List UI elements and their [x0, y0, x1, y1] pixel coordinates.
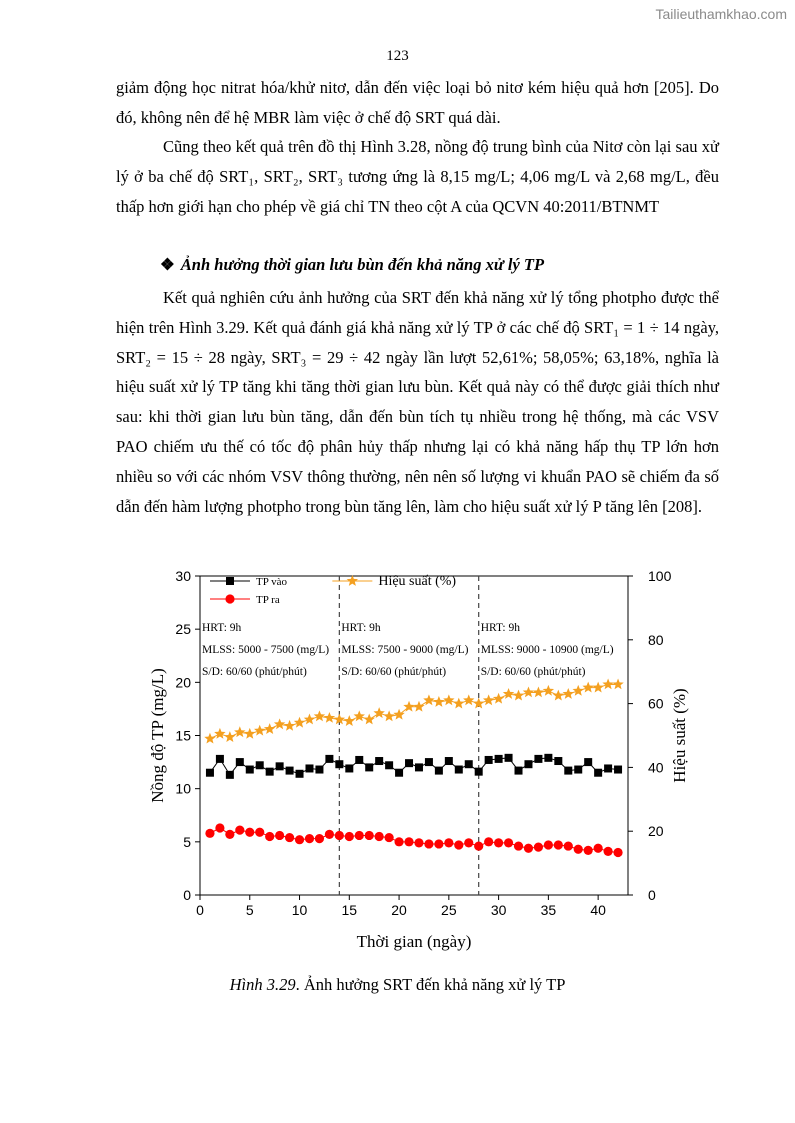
- series-2-point: [544, 840, 553, 849]
- series-1-point: [216, 755, 224, 763]
- series-1-point: [246, 766, 254, 774]
- figure-caption-text: . Ảnh hưởng SRT đến khả năng xử lý TP: [295, 975, 566, 994]
- watermark: Tailieuthamkhao.com: [655, 6, 787, 22]
- legend-marker: [226, 577, 234, 585]
- series-1-point: [355, 756, 363, 764]
- figure-caption-label: Hình 3.29: [229, 975, 296, 994]
- series-3-point: [602, 678, 613, 689]
- series-2-point: [414, 838, 423, 847]
- series-3-point: [393, 709, 404, 720]
- series-2-point: [265, 832, 274, 841]
- series-2-point: [215, 823, 224, 832]
- section-heading-text: Ảnh hưởng thời gian lưu bùn đến khả năng xử lý TP: [180, 255, 545, 274]
- y2-tick-label: 0: [648, 887, 656, 903]
- series-2-point: [255, 828, 264, 837]
- series-2-point: [375, 832, 384, 841]
- series-1-point: [415, 763, 423, 771]
- series-2-point: [594, 844, 603, 853]
- series-3-point: [582, 682, 593, 693]
- annotation-mlss: MLSS: 9000 - 10900 (mg/L): [480, 644, 614, 656]
- series-1-point: [325, 755, 333, 763]
- series-2-point: [295, 835, 304, 844]
- series-1-point: [534, 755, 542, 763]
- series-3-point: [254, 725, 265, 736]
- series-3-point: [573, 685, 584, 696]
- annotation-mlss: MLSS: 7500 - 9000 (mg/L): [341, 644, 469, 656]
- y2-axis-label: Hiệu suất (%): [670, 688, 689, 783]
- series-3-point: [453, 698, 464, 709]
- series-2-point: [205, 829, 214, 838]
- series-1-point: [296, 770, 304, 778]
- series-1-point: [305, 764, 313, 772]
- series-3-point: [612, 678, 623, 689]
- y-tick-label: 30: [175, 568, 191, 584]
- legend-label: TP ra: [256, 594, 280, 606]
- series-3-point: [433, 696, 444, 707]
- series-2-point: [225, 830, 234, 839]
- series-1-point: [375, 757, 383, 765]
- x-tick-label: 20: [391, 902, 407, 918]
- series-1-point: [345, 764, 353, 772]
- series-3-point: [294, 717, 305, 728]
- series-3-point: [224, 731, 235, 742]
- x-tick-label: 25: [441, 902, 457, 918]
- series-3-point: [264, 723, 275, 734]
- series-3-point: [383, 710, 394, 721]
- series-2-point: [315, 834, 324, 843]
- series-1-point: [226, 771, 234, 779]
- paragraph-2-text: Cũng theo kết quả trên đồ thị Hình 3.28, nồng độ trung bình của Nitơ còn lại sau xử lý ở ba chế độ SRT₁, SRT₂, SRT₃ tương ứng là 8,15 mg/L; 4,06 mg/L và 2,68 mg/L, đều thấp hơn giới hạn cho phép về giá chỉ TN theo cột A của QCVN 40:2011/BTNMT: [116, 137, 719, 216]
- x-tick-label: 0: [196, 902, 204, 918]
- x-tick-label: 40: [590, 902, 606, 918]
- series-2-point: [434, 839, 443, 848]
- series-2-point: [554, 840, 563, 849]
- annotation-hrt: HRT: 9h: [202, 622, 242, 634]
- y-tick-label: 15: [175, 727, 191, 744]
- series-2-point: [345, 832, 354, 841]
- series-2-point: [424, 839, 433, 848]
- series-1-point: [475, 768, 483, 776]
- y2-tick-label: 40: [648, 759, 664, 776]
- series-2-point: [385, 833, 394, 842]
- series-3-point: [443, 694, 454, 705]
- series-1-point: [365, 763, 373, 771]
- annotation-sd: S/D: 60/60 (phút/phút): [341, 666, 447, 678]
- x-tick-label: 5: [245, 902, 254, 918]
- series-2-point: [404, 837, 413, 846]
- series-1-point: [465, 760, 473, 768]
- y2-tick-label: 100: [648, 568, 672, 584]
- legend-marker: [347, 575, 358, 586]
- series-1-point: [435, 767, 443, 775]
- series-1-point: [266, 768, 274, 776]
- section-heading: [160, 255, 544, 275]
- y-tick-label: 5: [183, 833, 191, 850]
- series-3-point: [314, 710, 325, 721]
- series-1-point: [315, 766, 323, 774]
- annotation-hrt: HRT: 9h: [341, 622, 381, 634]
- series-3-point: [324, 712, 335, 723]
- series-1-point: [485, 756, 493, 764]
- series-2-point: [394, 837, 403, 846]
- series-3-point: [364, 714, 375, 725]
- series-1-point: [554, 757, 562, 765]
- figure-3-29-chart: [130, 560, 689, 960]
- series-3-point: [284, 720, 295, 731]
- series-3-point: [553, 690, 564, 701]
- series-3-point: [214, 728, 225, 739]
- series-2-point: [325, 830, 334, 839]
- series-3-point: [533, 686, 544, 697]
- x-tick-label: 35: [540, 902, 557, 918]
- series-1-point: [286, 767, 294, 775]
- series-3-point: [483, 694, 494, 705]
- series-2-point: [464, 838, 473, 847]
- series-1-point: [614, 766, 622, 774]
- series-2-point: [335, 831, 344, 840]
- series-1-point: [335, 760, 343, 768]
- paragraph-2: [116, 132, 719, 221]
- series-1-point: [544, 754, 552, 762]
- series-2-point: [285, 833, 294, 842]
- series-3-point: [244, 728, 255, 739]
- series-3-point: [463, 694, 474, 705]
- series-2-point: [494, 838, 503, 847]
- series-2-point: [454, 840, 463, 849]
- legend-label: TP vào: [256, 576, 288, 588]
- series-1-point: [276, 762, 284, 770]
- x-tick-label: 10: [291, 902, 308, 918]
- annotation-mlss: MLSS: 5000 - 7500 (mg/L): [202, 644, 330, 656]
- series-3-point: [413, 701, 424, 712]
- series-3-point: [503, 688, 514, 699]
- series-1-point: [584, 758, 592, 766]
- series-1-point: [236, 758, 244, 766]
- series-3-point: [344, 715, 355, 726]
- series-1-point: [594, 769, 602, 777]
- series-1-point: [445, 757, 453, 765]
- y-tick-label: 10: [175, 780, 191, 797]
- series-2-point: [484, 837, 493, 846]
- legend-marker: [225, 594, 234, 603]
- series-2-point: [534, 843, 543, 852]
- paragraph-1: [116, 73, 719, 133]
- series-2-point: [355, 831, 364, 840]
- series-2-point: [275, 831, 284, 840]
- series-1-point: [395, 769, 403, 777]
- series-2-point: [514, 841, 523, 850]
- annotation-sd: S/D: 60/60 (phút/phút): [202, 666, 307, 678]
- plot-frame: [200, 576, 628, 895]
- series-1-point: [385, 761, 393, 769]
- series-2-point: [474, 841, 483, 850]
- series-3-point: [493, 693, 504, 704]
- series-3-point: [234, 726, 245, 737]
- series-3-point: [354, 710, 365, 721]
- diamond-bullet-icon: ❖: [160, 255, 175, 274]
- series-1-point: [574, 766, 582, 774]
- paragraph-1-text: giảm động học nitrat hóa/khử nitơ, dẫn đến việc loại bỏ nitơ kém hiệu quả hơn [205]. Do đó, không nên để hệ MBR làm việc ở chế độ SRT quá dài.: [116, 78, 719, 127]
- figure-caption: [0, 975, 795, 995]
- series-3-point: [373, 707, 384, 718]
- paragraph-3: [116, 283, 719, 521]
- series-3-point: [592, 682, 603, 693]
- annotation-hrt: HRT: 9h: [480, 622, 521, 634]
- x-tick-label: 30: [490, 902, 507, 918]
- series-1-point: [505, 754, 513, 762]
- series-2-point: [613, 848, 622, 857]
- series-3-point: [543, 685, 554, 696]
- series-2-point: [235, 826, 244, 835]
- page-number: 123: [386, 48, 409, 64]
- series-1-point: [455, 766, 463, 774]
- series-3-point: [563, 688, 574, 699]
- series-1-point: [524, 760, 532, 768]
- y-tick-label: 20: [175, 674, 191, 691]
- series-3-point: [204, 733, 215, 744]
- series-2-point: [584, 846, 593, 855]
- series-2-point: [564, 841, 573, 850]
- x-axis-label: Thời gian (ngày): [356, 932, 472, 951]
- series-3-point: [523, 686, 534, 697]
- series-1-point: [206, 769, 214, 777]
- x-tick-label: 15: [341, 902, 358, 918]
- series-2-point: [365, 831, 374, 840]
- y2-tick-label: 80: [648, 631, 664, 648]
- series-3-point: [304, 714, 315, 725]
- series-1-point: [495, 755, 503, 763]
- series-1-point: [564, 767, 572, 775]
- paragraph-3-text: Kết quả nghiên cứu ảnh hưởng của SRT đến khả năng xử lý tổng photpho được thể hiện trên Hình 3.29. Kết quả đánh giá khả năng xử lý TP ở các chế độ SRT₁ = 1 ÷ 14 ngày, SRT₂ = 15 ÷ 28 ngày, SRT₃ = 29 ÷ 42 ngày lần lượt 52,61%; 58,05%; 63,18%, nghĩa là hiệu suất xử lý TP tăng khi tăng thời gian lưu bùn. Kết quả này có thể được giải thích như sau: khi thời gian lưu bùn tăng, dẫn đến bùn tích tụ nhiều trong hệ thống, mà các VSV PAO chiếm ưu thế có tốc độ phân hủy thấp nhưng lại có khả năng hấp thụ TP lớn hơn nhiều so với các nhóm VSV thông thường, nên nên số lượng vi khuẩn PAO sẽ chiếm đa số dẫn đến hàm lượng photpho trong bùn tăng lên, làm cho hiệu suất xử lý P tăng lên [208].: [116, 288, 719, 516]
- series-2-point: [603, 847, 612, 856]
- series-2-point: [504, 838, 513, 847]
- y-tick-label: 0: [183, 887, 191, 903]
- y-tick-label: 25: [175, 621, 191, 638]
- series-1-point: [425, 758, 433, 766]
- series-3-point: [423, 694, 434, 705]
- series-1-point: [604, 764, 612, 772]
- y2-tick-label: 20: [648, 823, 664, 840]
- series-1-point: [405, 759, 413, 767]
- y-axis-label: Nồng độ TP (mg/L): [148, 668, 167, 803]
- series-2-point: [444, 838, 453, 847]
- series-2-point: [574, 845, 583, 854]
- annotation-sd: S/D: 60/60 (phút/phút): [480, 666, 586, 678]
- series-1-point: [515, 767, 523, 775]
- series-3-point: [513, 690, 524, 701]
- series-1-point: [256, 761, 264, 769]
- y2-tick-label: 60: [648, 695, 664, 712]
- series-2-point: [305, 834, 314, 843]
- series-3-point: [274, 718, 285, 729]
- legend-label: Hiệu suất (%): [378, 574, 457, 589]
- series-2-point: [524, 844, 533, 853]
- series-2-point: [245, 828, 254, 837]
